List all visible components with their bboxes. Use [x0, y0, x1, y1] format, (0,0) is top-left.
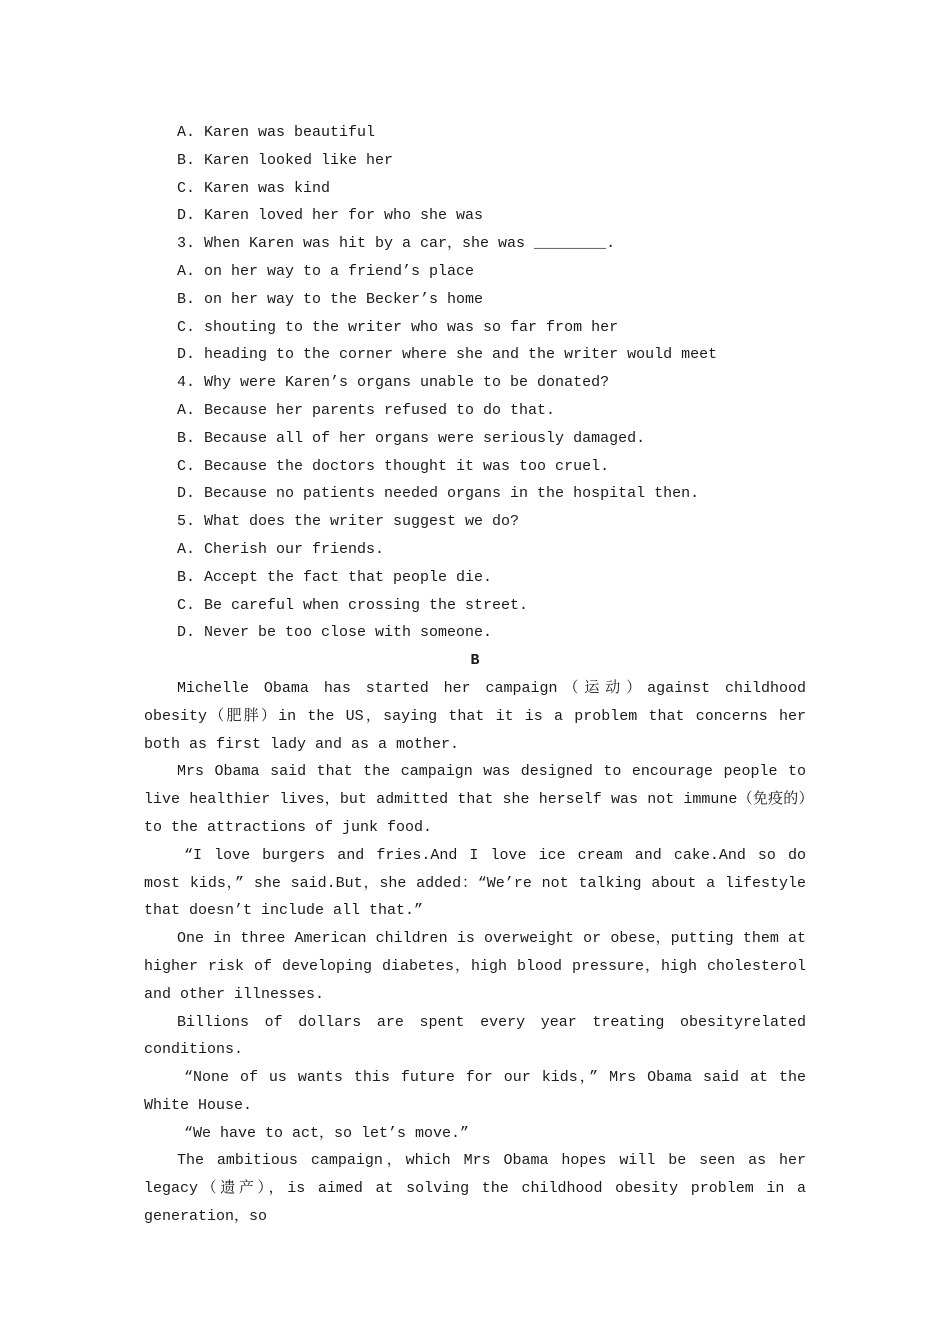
- question-3: 3. When Karen was hit by a car，she was ________.: [177, 235, 616, 253]
- option-a: A. Cherish our friends.: [177, 540, 385, 558]
- option-a: A. on her way to a friend’s place: [177, 262, 475, 280]
- question-4: 4. Why were Karen’s organs unable to be donated?: [177, 374, 610, 392]
- passage-paragraph: “I love burgers and fries.And I love ice cream and cake.And so do most kids，” she said.But，she added：“We’re not talking about a lifestyle that doesn’t include all that.”: [144, 846, 806, 920]
- option-c: C. shouting to the writer who was so far from her: [177, 318, 619, 336]
- option-c: C. Because the doctors thought it was too cruel.: [177, 457, 610, 475]
- passage-paragraph: The ambitious campaign，which Mrs Obama hopes will be seen as her legacy（遗产），is aimed at solving the childhood obesity problem in a generation，so: [144, 1152, 806, 1226]
- question-5: 5. What does the writer suggest we do?: [177, 513, 520, 531]
- option-b: B. Because all of her organs were seriously damaged.: [177, 429, 646, 447]
- option-a: A. Because her parents refused to do that.: [177, 401, 556, 419]
- option-c: C. Be careful when crossing the street.: [177, 596, 529, 614]
- option-a: A. Karen was beautiful: [177, 124, 376, 141]
- option-d: D. Never be too close with someone.: [177, 624, 493, 642]
- option-d: D. Karen loved her for who she was: [177, 207, 484, 225]
- passage-paragraph: Billions of dollars are spent every year treating obesityrelated conditions.: [144, 1013, 806, 1059]
- passage-paragraph: “None of us wants this future for our kids，” Mrs Obama said at the White House.: [144, 1069, 806, 1114]
- option-b: B. Accept the fact that people die.: [177, 568, 493, 586]
- passage-paragraph: Michelle Obama has started her campaign（运动）against childhood obesity（肥胖）in the US，saying that it is a problem that concerns her both as first lady and as a mother.: [144, 679, 806, 753]
- option-c: C. Karen was kind: [177, 179, 331, 197]
- section-heading: B: [470, 652, 480, 670]
- option-b: B. on her way to the Becker’s home: [177, 290, 484, 308]
- document-content: [144, 119, 806, 1231]
- passage-paragraph: Mrs Obama said that the campaign was designed to encourage people to live healthier lives，but admitted that she herself was not immune（免疫的）to the attractions of junk food.: [144, 763, 806, 836]
- option-b: B. Karen looked like her: [177, 151, 394, 169]
- passage-paragraph: “We have to act，so let’s move.”: [184, 1124, 470, 1142]
- passage-paragraph: One in three American children is overweight or obese，putting them at higher risk of developing diabetes，high blood pressure，high cholesterol and other illnesses.: [144, 930, 806, 1003]
- option-d: D. heading to the corner where she and the writer would meet: [177, 346, 718, 364]
- option-d: D. Because no patients needed organs in the hospital then.: [177, 485, 700, 503]
